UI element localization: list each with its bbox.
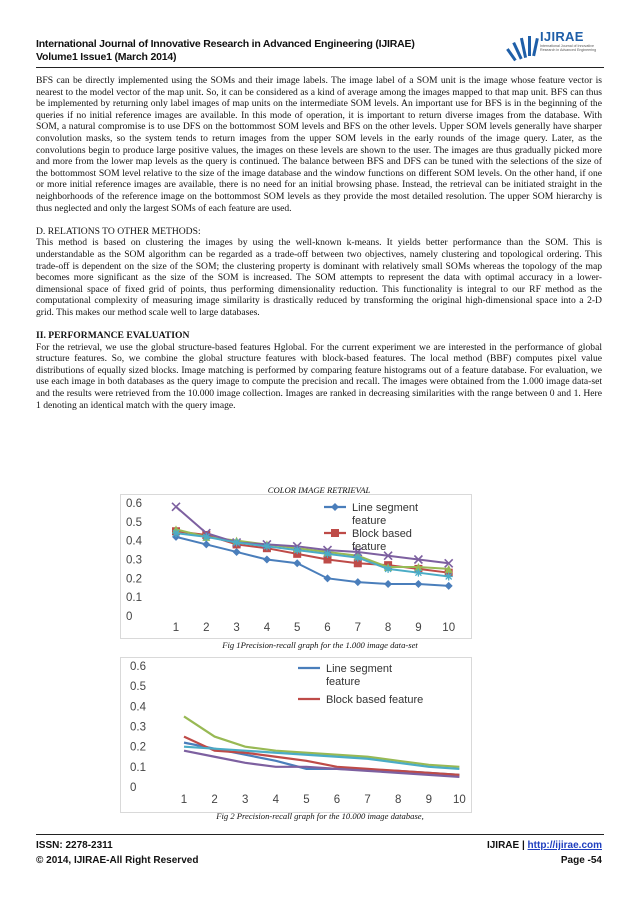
legend-label: Line segment <box>352 502 419 514</box>
footer-issn: ISSN: 2278-2311 <box>36 840 113 851</box>
paragraph-performance: For the retrieval, we use the global structure-based features Hglobal. For the current experiment we are interested in the performance of global structure features. So, we combine the global structure features with block-based features. The local method (BBF) computes pixel value distributions of equally sized blocks. Image matching is performed by comparing feature histograms out of a feature database. For evaluation, we use each image in both databases as the query image to compute the precision and recall. The images were obtained from the 1.000 image data-set and the results were retrieved from the 10.000 image collection. Images are ranked in decreasing similarities with the range between 0 and 1. Here 1 denoting an identical match with the query image. <box>36 341 602 411</box>
y-tick-label: 0.2 <box>126 573 142 586</box>
x-tick-label: 5 <box>293 622 301 634</box>
footer-journal-link <box>487 840 602 851</box>
legend-label: Line segment <box>326 663 393 675</box>
y-tick-label: 0.6 <box>126 498 142 510</box>
y-tick-label: 0.3 <box>130 721 146 734</box>
figure2-chart <box>120 657 472 813</box>
y-tick-label: 0.4 <box>130 701 146 714</box>
y-tick-label: 0.6 <box>130 661 146 673</box>
x-tick-label: 7 <box>354 622 362 634</box>
x-tick-label: 4 <box>272 794 280 806</box>
data-point <box>202 533 210 541</box>
footer-url-link[interactable]: http://ijirae.com <box>527 840 602 851</box>
x-tick-label: 8 <box>384 622 392 634</box>
legend-label: Block based feature <box>326 694 424 706</box>
y-tick-label: 0.1 <box>130 761 146 774</box>
x-tick-label: 5 <box>303 794 310 806</box>
legend-label: feature <box>352 541 387 553</box>
y-tick-label: 0.1 <box>126 592 142 605</box>
data-point <box>263 542 271 550</box>
paragraph-relations: This method is based on clustering the images by using the well-known k-means. It yields better performance than the SOM. This is understandable as the SOM algorithm can be regarded as a trade-off between two objectives, namely clustering and topological ordering. This trade-off is dependent on the size of the SOM; the clustering property is dominant with relatively small SOMs whereas the topology of the map becomes more significant as the size of the SOM is increased. The SOM attempts to represent the data with optimal accuracy in a lower-dimensional space of fixed grid of points, thus performing dimensionality reduction. This functionality is integral to our RF method as the computational complexity of measuring image similarity is drastically reduced by transforming the original high-dimensional space into a 2-D grid. This makes our method scale well to large databases. <box>36 237 602 318</box>
y-tick-label: 0.2 <box>130 741 146 754</box>
paragraph-bfs: BFS can be directly implemented using the SOMs and their image labels. The image label of a SOM unit is the image whose feature vector is nearest to the model vector of the map unit. So, it can be considered as a kind of average among the images mapped to that map unit. BFS can thus be implemented by returning only label images of map units on the intermediate SOM levels. An important use for BFS is in the beginning of the queries if no initial reference images are available. In this mode of operation, it is important to return diverse images from the database. With SOM, a natural compromise is to use DFS on the bottommost SOM levels and BFS on the other levels. Upper SOM levels generally have sharper convolution masks, so the system tends to return images from the upper SOM levels in the early rounds of the image query. Later, as the convolutions begin to produce large positive values, the images on these levels are shown to the user. The images are thus gradually picked more and more from the lower map levels as the query is continued. The balance between BFS and DFS can be tuned with the selections of the size of the bottommost SOM level relative to the size of the image database and the window functions on different SOM levels. On the other hand, if one or more initial reference images are available, there is no need for an initial browsing phase. Instead, the retrieval can be initiated straight in the neighborhoods of the reference image on the bottommost SOM levels as they provide the most detailed resolution. The upper SOM hierarchy is thus neglected and only the largest SOMs of each feature are used. <box>36 75 602 214</box>
logo-subtitle: International Journal of Innovative Research in Advanced Engineering <box>540 44 597 53</box>
header-rule <box>36 67 604 68</box>
data-point <box>354 554 362 562</box>
x-tick-label: 6 <box>324 622 331 634</box>
x-tick-label: 2 <box>211 794 218 806</box>
x-tick-label: 10 <box>453 794 466 806</box>
y-tick-label: 0.3 <box>126 554 142 567</box>
data-point <box>384 565 392 573</box>
footer-rule <box>36 834 604 835</box>
y-tick-label: 0 <box>130 782 137 794</box>
section-heading-relations: D. RELATIONS TO OTHER METHODS: <box>36 225 201 237</box>
legend-label: Block based <box>352 528 412 540</box>
footer-copyright: © 2014, IJIRAE-All Right Reserved <box>36 855 199 866</box>
x-tick-label: 6 <box>333 794 341 806</box>
footer-page-number: Page -54 <box>560 855 602 866</box>
x-tick-label: 1 <box>180 794 188 806</box>
x-tick-label: 7 <box>364 794 371 806</box>
x-tick-label: 3 <box>241 794 249 806</box>
data-point <box>324 550 332 558</box>
figure1-chart <box>120 494 472 639</box>
figure1-title: COLOR IMAGE RETRIEVAL <box>267 485 371 495</box>
data-point <box>293 546 301 554</box>
chart-frame <box>121 658 472 813</box>
data-point <box>233 539 241 547</box>
x-tick-label: 4 <box>263 622 271 634</box>
x-tick-label: 8 <box>394 794 402 806</box>
legend-label: feature <box>326 676 361 688</box>
x-tick-label: 2 <box>203 622 210 634</box>
y-tick-label: 0.5 <box>130 681 146 694</box>
data-point <box>414 569 422 577</box>
logo-text: IJIRAE <box>540 29 584 44</box>
x-tick-label: 1 <box>172 622 180 634</box>
footer-journal-prefix: IJIRAE | <box>486 840 528 851</box>
article-body <box>36 75 602 411</box>
x-tick-label: 9 <box>415 622 422 634</box>
legend-label: feature <box>352 515 387 527</box>
data-point <box>445 572 453 580</box>
y-tick-label: 0 <box>126 611 133 623</box>
legend-marker <box>331 529 339 537</box>
journal-title: International Journal of Innovative Research in Advanced Engineering (IJIRAE) <box>36 38 415 50</box>
section-heading-performance: II. PERFORMANCE EVALUATION <box>36 330 190 342</box>
data-point <box>172 529 180 537</box>
x-tick-label: 3 <box>233 622 240 634</box>
x-tick-label: 9 <box>425 794 433 806</box>
journal-issue: Volume1 Issue1 (March 2014) <box>36 51 177 63</box>
y-tick-label: 0.5 <box>126 516 142 529</box>
figure2-caption: Fig 2 Precision-recall graph for the 10.000 image database, <box>216 811 424 821</box>
journal-header <box>36 38 415 64</box>
figure1-caption: Fig 1Precision-recall graph for the 1.000 image data-set <box>222 640 418 650</box>
x-tick-label: 10 <box>442 622 456 634</box>
y-tick-label: 0.4 <box>126 535 142 548</box>
